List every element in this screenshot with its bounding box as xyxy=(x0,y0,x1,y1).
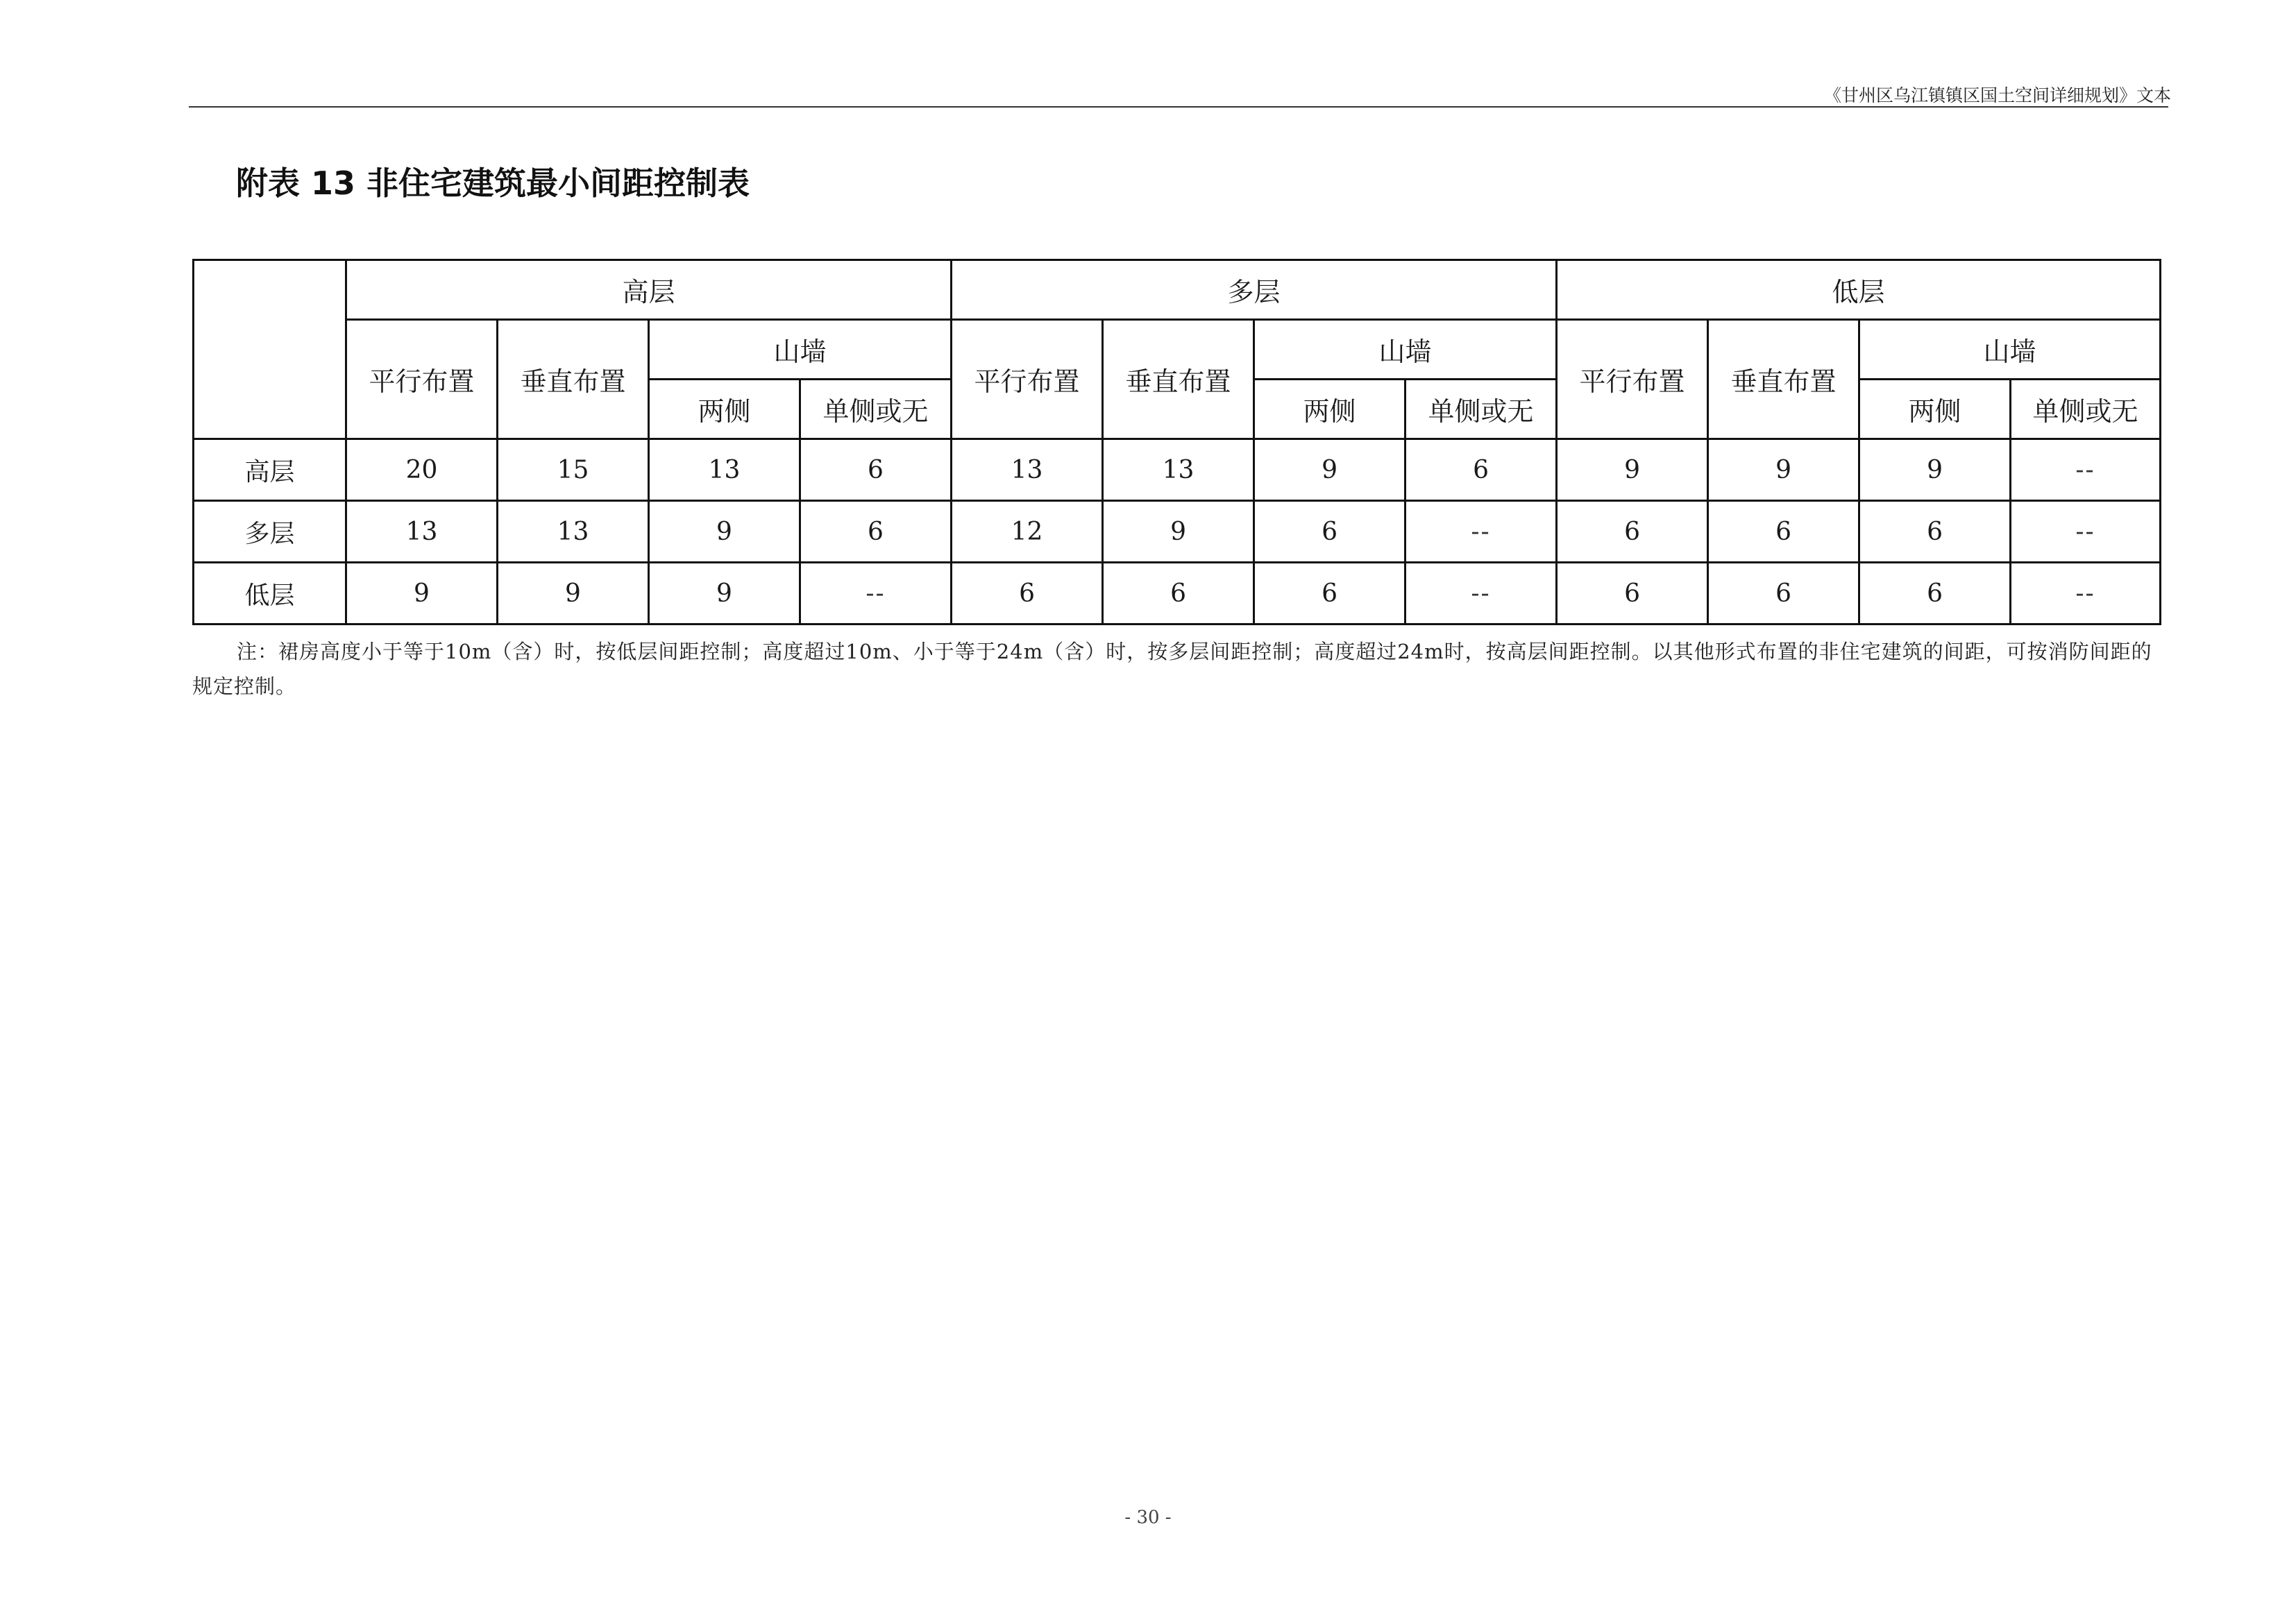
header-parallel: 平行布置 xyxy=(1557,320,1708,439)
group-header-low: 低层 xyxy=(1557,260,2161,320)
header-single-or-none: 单侧或无 xyxy=(2011,380,2161,439)
page-title: 附表 13 非住宅建筑最小间距控制表 xyxy=(236,164,750,202)
header-both-sides: 两侧 xyxy=(1254,380,1406,439)
table-cell: 6 xyxy=(1406,439,1557,501)
table-row xyxy=(194,563,2161,624)
table-cell: 9 xyxy=(1708,439,1859,501)
table-cell: 6 xyxy=(1557,563,1708,624)
table-cell: 13 xyxy=(952,439,1103,501)
table-cell: 6 xyxy=(952,563,1103,624)
header-vertical: 垂直布置 xyxy=(1708,320,1859,439)
table-cell: 13 xyxy=(346,501,498,563)
table-cell: 9 xyxy=(649,501,800,563)
row-label: 高层 xyxy=(194,439,346,501)
table-cell: 9 xyxy=(649,563,800,624)
table-note: 注：裙房高度小于等于10m（含）时，按低层间距控制；高度超过10m、小于等于24m（含）时，按多层间距控制；高度超过24m时，按高层间距控制。以其他形式布置的非住宅建筑的间距，可按消防间距的规定控制。 xyxy=(192,640,2152,698)
table-cell: 13 xyxy=(498,501,649,563)
header-parallel: 平行布置 xyxy=(952,320,1103,439)
table-cell: 20 xyxy=(346,439,498,501)
table-body xyxy=(194,439,2161,624)
table-cell: 9 xyxy=(1859,439,2011,501)
table-cell: 6 xyxy=(1254,501,1406,563)
spacing-table xyxy=(192,259,2161,625)
table-cell: 9 xyxy=(1103,501,1254,563)
group-header-high: 高层 xyxy=(346,260,952,320)
table-cell: 12 xyxy=(952,501,1103,563)
header-both-sides: 两侧 xyxy=(1859,380,2011,439)
header-both-sides: 两侧 xyxy=(649,380,800,439)
table-cell: -- xyxy=(1406,501,1557,563)
table-cell: 6 xyxy=(1254,563,1406,624)
header-gable: 山墙 xyxy=(649,320,952,380)
running-header: 《甘州区乌江镇镇区国土空间详细规划》文本 xyxy=(1823,85,2171,105)
header-vertical: 垂直布置 xyxy=(1103,320,1254,439)
header-gable: 山墙 xyxy=(1859,320,2161,380)
header-rule xyxy=(189,106,2168,108)
table-cell: 6 xyxy=(800,439,952,501)
table-cell: -- xyxy=(800,563,952,624)
row-label: 多层 xyxy=(194,501,346,563)
table-cell: 13 xyxy=(649,439,800,501)
sub-header-row xyxy=(194,320,2161,380)
table-cell: 6 xyxy=(1859,501,2011,563)
table-cell: 6 xyxy=(1708,563,1859,624)
table-cell: 6 xyxy=(800,501,952,563)
header-single-or-none: 单侧或无 xyxy=(800,380,952,439)
header-parallel: 平行布置 xyxy=(346,320,498,439)
table-cell: 9 xyxy=(1557,439,1708,501)
header-vertical: 垂直布置 xyxy=(498,320,649,439)
table-row xyxy=(194,439,2161,501)
table-cell: -- xyxy=(2011,439,2161,501)
table-cell: 6 xyxy=(1557,501,1708,563)
table-cell: 6 xyxy=(1708,501,1859,563)
group-header-mid: 多层 xyxy=(952,260,1557,320)
table-cell: -- xyxy=(2011,501,2161,563)
table-cell: -- xyxy=(1406,563,1557,624)
table-cell: 15 xyxy=(498,439,649,501)
header-single-or-none: 单侧或无 xyxy=(1406,380,1557,439)
table-cell: -- xyxy=(2011,563,2161,624)
table-cell: 9 xyxy=(498,563,649,624)
group-header-row xyxy=(194,260,2161,320)
spacing-table-container xyxy=(192,259,2161,625)
table-cell: 9 xyxy=(1254,439,1406,501)
page-number: - 30 - xyxy=(1124,1507,1172,1528)
table-cell: 6 xyxy=(1103,563,1254,624)
row-label: 低层 xyxy=(194,563,346,624)
header-gable: 山墙 xyxy=(1254,320,1557,380)
table-cell: 13 xyxy=(1103,439,1254,501)
table-row xyxy=(194,501,2161,563)
table-cell: 9 xyxy=(346,563,498,624)
corner-cell xyxy=(194,260,346,439)
table-cell: 6 xyxy=(1859,563,2011,624)
